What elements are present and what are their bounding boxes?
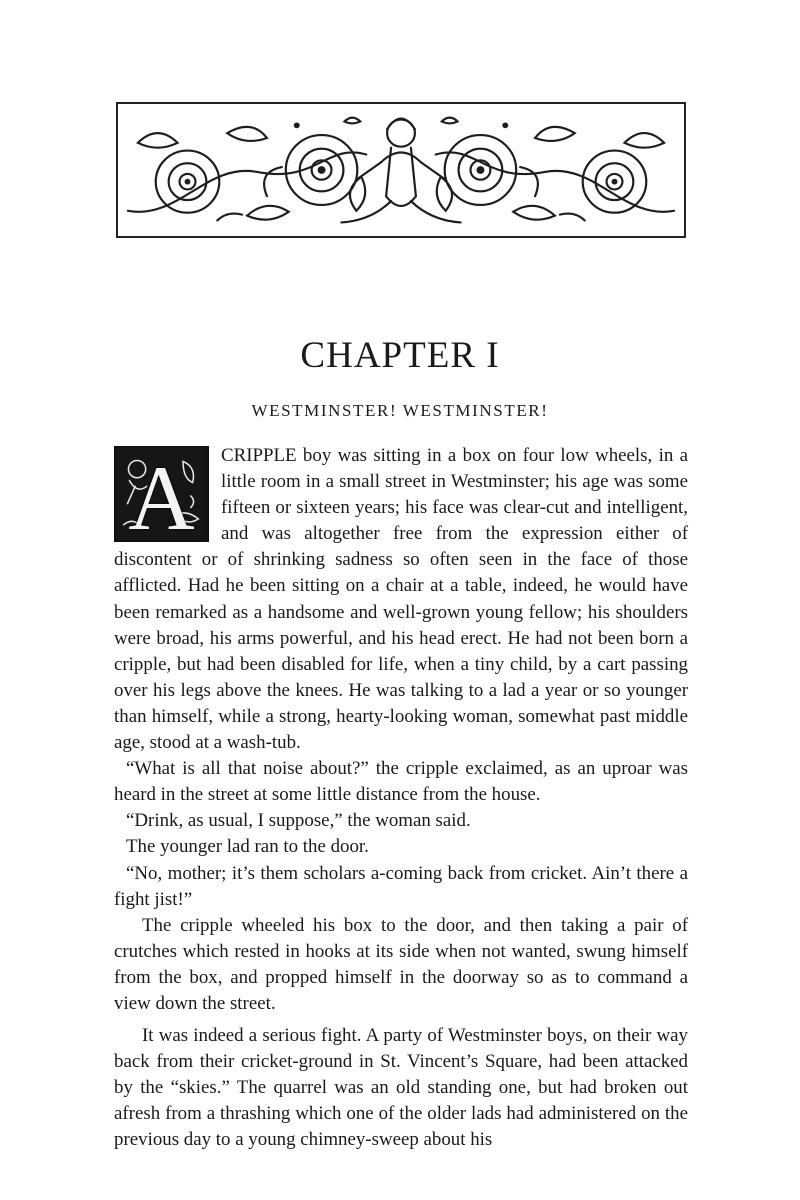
paragraph: It was indeed a serious fight. A party of Westminster boys, on their way back from their cricket-ground in St. Vincent’s Square, had been attacked by the “skies.” The quarrel was an old standing one, but had broken out afresh from a thrashing which one of the older lads had administered on the previous day to a young chimney-sweep about his bbox=[114, 1025, 688, 1151]
paragraph: The cripple wheeled his box to the door, and then taking a pair of crutches which rested in hooks at its side when not wanted, swung himself from the box, and propped himself in the doorway so as to command a view down the street. bbox=[114, 914, 688, 1014]
chapter-subtitle: WESTMINSTER! WESTMINSTER! bbox=[251, 401, 549, 420]
paragraph: “No, mother; it’s them scholars a-coming back from cricket. Ain’t there a fight jist!” bbox=[114, 862, 688, 910]
paragraph: The younger lad ran to the door. bbox=[126, 836, 369, 858]
cherub-illuminated-initial-icon bbox=[114, 446, 209, 549]
chapter-title: CHAPTER I bbox=[300, 335, 500, 376]
paragraph: “What is all that noise about?” the cripple exclaimed, as an uproar was heard in the street at some little distance from the house. bbox=[114, 758, 688, 806]
foliate-scroll-ornament-icon bbox=[116, 102, 686, 238]
chapter-body bbox=[114, 443, 688, 1154]
drop-cap-letter: A bbox=[128, 447, 195, 549]
paragraph: CRIPPLE boy was sitting in a box on four low wheels, in a little room in a small street in Westminster; his age was some fifteen or sixteen years; his face was clear-cut and intelligent, and was altogether free from the expression either of discontent or of shrinking sadness so often seen in the face of those afflicted. Had he been sitting on a chair at a table, indeed, he would have been remarked as a handsome and well-grown young fellow; his shoulders were broad, his arms powerful, and his head erect. He had not been born a cripple, but had been disabled for life, when a tiny child, by a cart passing over his legs above the knees. He was talking to a lad a year or so younger than himself, while a strong, hearty-looking woman, somewhat past middle age, stood at a wash-tub. bbox=[114, 445, 688, 754]
paragraph: “Drink, as usual, I suppose,” the woman said. bbox=[126, 810, 471, 832]
